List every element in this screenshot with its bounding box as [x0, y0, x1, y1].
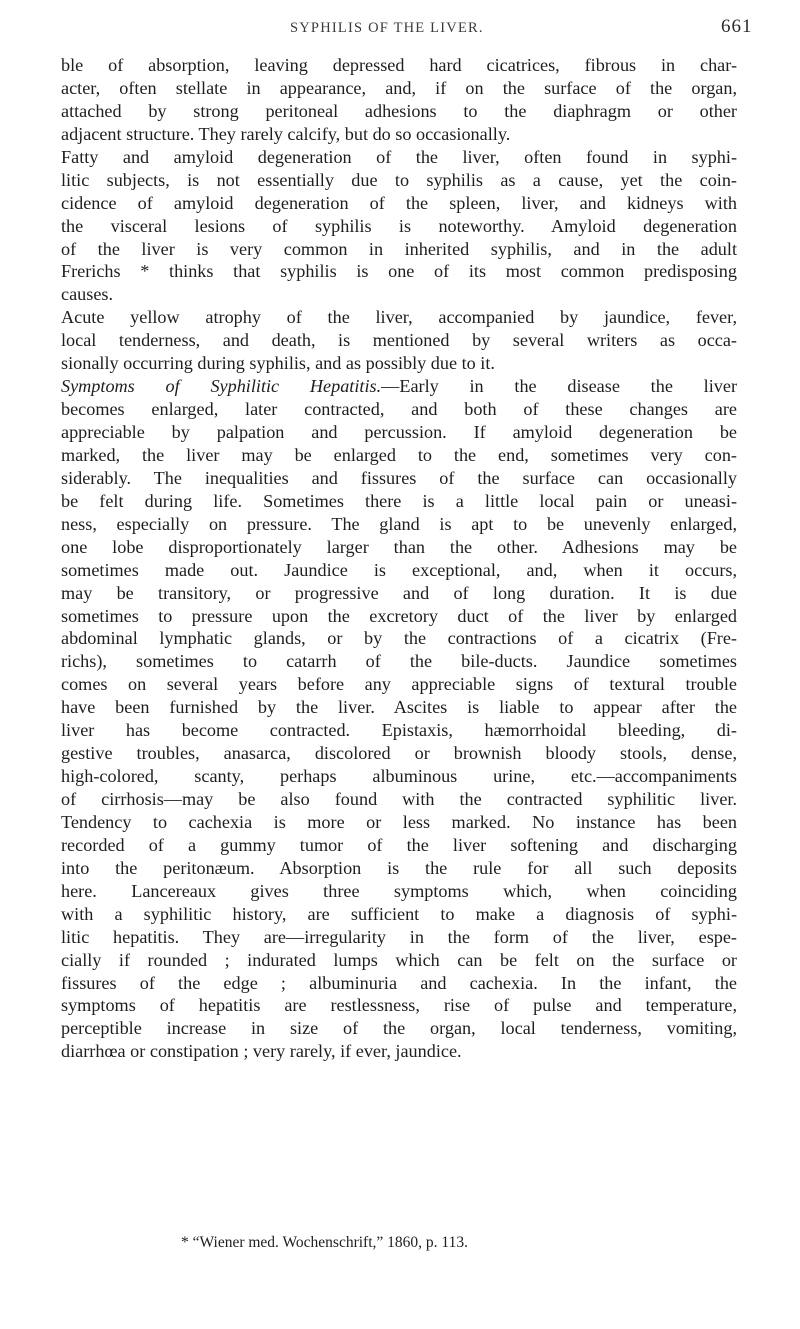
text-line: litic subjects, is not essentially due to syphilis as a cause, yet the coin- [61, 169, 737, 190]
text-line: marked, the liver may be enlarged to the end, sometimes very con- [61, 444, 737, 465]
text-line: be felt during life. Sometimes there is a little local pain or uneasi- [61, 490, 737, 511]
text-line: Fatty and amyloid degeneration of the liver, often found in syphi- [61, 146, 737, 167]
text-line: attached by strong peritoneal adhesions to the diaphragm or other [61, 100, 737, 121]
page-header [0, 14, 800, 44]
text-line: adjacent structure. They rarely calcify, but do so occasionally. [61, 123, 511, 144]
text-line: richs), sometimes to catarrh of the bile-ducts. Jaundice sometimes [61, 651, 737, 672]
text-line: one lobe disproportionately larger than the other. Adhesions may be [61, 536, 737, 557]
text-line: into the peritonæum. Absorption is the rule for all such deposits [61, 857, 737, 878]
text-line: have been furnished by the liver. Ascites is liable to appear after the [61, 697, 737, 718]
text-line: acter, often stellate in appearance, and, if on the surface of the organ, [61, 77, 737, 98]
text-line: fissures of the edge ; albuminuria and cachexia. In the infant, the [61, 972, 737, 993]
body-text [61, 54, 737, 1063]
running-head: SYPHILIS OF THE LIVER. [290, 20, 484, 36]
text-line: Tendency to cachexia is more or less marked. No instance has been [61, 811, 737, 832]
text-line: high-colored, scanty, perhaps albuminous urine, etc.—accompaniments [61, 766, 737, 787]
text-line: litic hepatitis. They are—irregularity in the form of the liver, espe- [61, 926, 737, 947]
text-line: abdominal lymphatic glands, or by the contractions of a cicatrix (Fre- [61, 628, 737, 649]
section-heading-line [61, 375, 737, 398]
text-line: symptoms of hepatitis are restlessness, rise of pulse and temperature, [61, 995, 737, 1016]
text-line: perceptible increase in size of the organ, local tenderness, vomiting, [61, 1018, 737, 1039]
text-line: appreciable by palpation and percussion. If amyloid degeneration be [61, 422, 737, 442]
text-line: of the liver is very common in inherited syphilis, and in the adult [61, 238, 737, 259]
section-heading: Symptoms of Syphilitic Hepatitis. [61, 376, 382, 397]
text-line: recorded of a gummy tumor of the liver softening and discharging [61, 834, 737, 855]
text-line: gestive troubles, anasarca, discolored or brownish bloody stools, dense, [61, 743, 737, 764]
text-line: may be transitory, or progressive and of long duration. It is due [61, 582, 737, 603]
text-line: becomes enlarged, later contracted, and both of these changes are [61, 399, 737, 420]
text-line: ble of absorption, leaving depressed hard cicatrices, fibrous in char- [61, 55, 737, 75]
text-line: sometimes made out. Jaundice is exceptional, and, when it occurs, [61, 559, 737, 580]
text-line: sometimes to pressure upon the excretory duct of the liver by enlarged [61, 605, 737, 626]
section-heading-continuation: —Early in the disease the liver [381, 376, 737, 397]
text-line: Frerichs * thinks that syphilis is one of its most common predisposing [61, 261, 737, 282]
footnote: * “Wiener med. Wochenschrift,” 1860, p. 113. [181, 1234, 468, 1251]
text-line: local tenderness, and death, is mentioned by several writers as occa- [61, 330, 737, 351]
text-line: Acute yellow atrophy of the liver, accompanied by jaundice, fever, [61, 307, 737, 328]
text-line: here. Lancereaux gives three symptoms which, when coinciding [61, 880, 737, 901]
page-number: 661 [721, 16, 753, 37]
text-line: sionally occurring during syphilis, and as possibly due to it. [61, 353, 495, 374]
text-line: liver has become contracted. Epistaxis, hæmorrhoidal bleeding, di- [61, 720, 737, 741]
text-line: ness, especially on pressure. The gland is apt to be unevenly enlarged, [61, 513, 737, 534]
text-line: with a syphilitic history, are sufficient to make a diagnosis of syphi- [61, 903, 737, 924]
text-line: of cirrhosis—may be also found with the contracted syphilitic liver. [61, 789, 737, 809]
text-line: causes. [61, 284, 114, 305]
text-line: comes on several years before any appreciable signs of textural trouble [61, 674, 737, 695]
text-line: the visceral lesions of syphilis is noteworthy. Amyloid degeneration [61, 215, 737, 236]
text-line: siderably. The inequalities and fissures of the surface can occasionally [61, 467, 737, 488]
text-line: diarrhœa or constipation ; very rarely, if ever, jaundice. [61, 1041, 462, 1062]
text-line: cially if rounded ; indurated lumps which can be felt on the surface or [61, 949, 737, 970]
text-line: cidence of amyloid degeneration of the spleen, liver, and kidneys with [61, 192, 737, 213]
